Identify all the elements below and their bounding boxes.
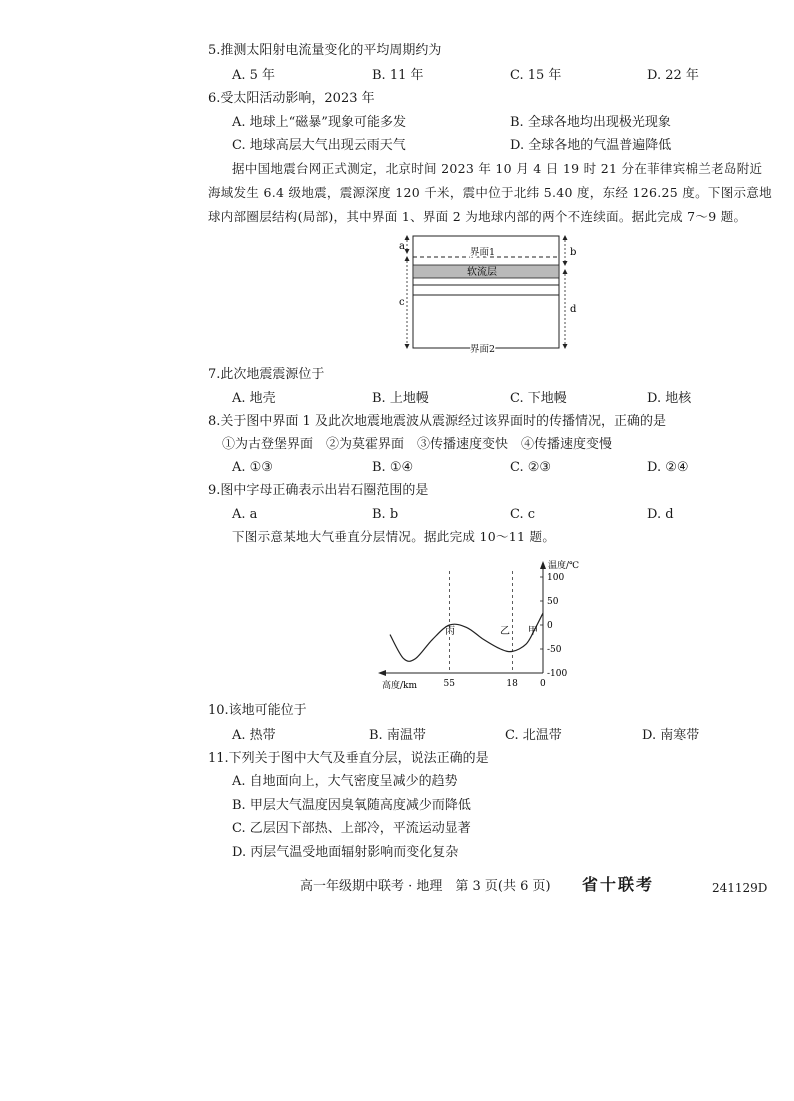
x-axis-arrow <box>378 670 386 676</box>
q5-stem: 5.推测太阳射电流量变化的平均周期约为 <box>208 43 442 58</box>
q7-option-a[interactable]: A. 地壳 <box>232 391 276 406</box>
label-a: a <box>399 241 405 252</box>
x-tick-label: 55 <box>443 679 455 689</box>
q11-stem: 11.下列关于图中大气及垂直分层，说法正确的是 <box>208 751 489 766</box>
q10-option-c[interactable]: C. 北温带 <box>505 728 562 743</box>
q7-option-d[interactable]: D. 地核 <box>647 391 692 406</box>
layer-label-bing: 丙 <box>445 626 455 637</box>
q8-option-a[interactable]: A. ①③ <box>232 460 273 475</box>
q8-stem: 8.关于图中界面 1 及此次地震地震波从震源经过该界面时的传播情况，正确的是 <box>208 414 666 429</box>
q5-option-b[interactable]: B. 11 年 <box>372 68 424 83</box>
y-tick-label: -100 <box>547 669 568 679</box>
q8-option-c[interactable]: C. ②③ <box>510 460 552 475</box>
label-b: b <box>570 247 577 258</box>
x-tick-label: 0 <box>540 679 546 689</box>
earth-interior-diagram <box>395 230 580 358</box>
q6-option-b[interactable]: B. 全球各地均出现极光现象 <box>510 115 671 130</box>
q10-option-a[interactable]: A. 热带 <box>232 728 276 743</box>
layer-label-jia: 甲 <box>528 626 538 637</box>
y-axis-arrow <box>540 561 546 569</box>
q7-option-b[interactable]: B. 上地幔 <box>372 391 429 406</box>
passage1-line3: 球内部圈层结构(局部)，其中界面 1、界面 2 为地球内部的两个不连续面。据此完成 7～9 题。 <box>208 209 747 224</box>
interface2-label: 界面2 <box>470 344 496 355</box>
footer-code: 241129D <box>712 881 768 895</box>
q11-option-a[interactable]: A. 自地面向上，大气密度呈减少的趋势 <box>232 774 458 789</box>
q7-option-c[interactable]: C. 下地幔 <box>510 391 567 406</box>
passage2-line1: 下图示意某地大气垂直分层情况。据此完成 10～11 题。 <box>232 529 556 544</box>
q10-option-d[interactable]: D. 南寒带 <box>642 728 700 743</box>
q11-option-d[interactable]: D. 丙层气温受地面辐射影响而变化复杂 <box>232 845 459 860</box>
y-axis-label: 温度/℃ <box>548 561 580 571</box>
q6-option-c[interactable]: C. 地球高层大气出现云雨天气 <box>232 138 406 153</box>
x-axis-label: 高度/km <box>382 681 418 691</box>
y-tick-label: -50 <box>547 645 562 655</box>
q9-option-d[interactable]: D. d <box>647 507 674 522</box>
q9-option-c[interactable]: C. c <box>510 507 536 522</box>
q10-stem: 10.该地可能位于 <box>208 703 307 718</box>
passage1-line2: 海域发生 6.4 级地震，震源深度 120 千米，震中位于北纬 5.40 度，东经 126.25 度。下图示意地 <box>208 185 772 200</box>
q5-option-a[interactable]: A. 5 年 <box>232 68 276 83</box>
q9-stem: 9.图中字母正确表示出岩石圈范围的是 <box>208 483 429 498</box>
y-tick-label: 0 <box>547 621 553 631</box>
q11-option-b[interactable]: B. 甲层大气温度因臭氧随高度减少而降低 <box>232 798 471 813</box>
q5-option-d[interactable]: D. 22 年 <box>647 68 699 83</box>
footer-course: 高一年级期中联考 · 地理 第 3 页(共 6 页) <box>300 879 551 894</box>
q6-stem: 6.受太阳活动影响，2023 年 <box>208 91 375 106</box>
temperature-curve <box>390 613 543 661</box>
q8-option-b[interactable]: B. ①④ <box>372 460 414 475</box>
asthenosphere-label: 软流层 <box>467 267 497 278</box>
q9-option-b[interactable]: B. b <box>372 507 399 522</box>
y-tick-label: 50 <box>547 597 559 607</box>
q7-stem: 7.此次地震震源位于 <box>208 367 325 382</box>
q5-option-c[interactable]: C. 15 年 <box>510 68 562 83</box>
footer-brand: 省十联考 <box>582 875 655 894</box>
q8-option-d[interactable]: D. ②④ <box>647 460 689 475</box>
y-tick-label: 100 <box>547 573 565 583</box>
passage1-line1: 据中国地震台网正式测定，北京时间 2023 年 10 月 4 日 19 时 21 分在菲律宾棉兰老岛附近 <box>232 161 763 176</box>
q11-option-c[interactable]: C. 乙层因下部热、上部冷，平流运动显著 <box>232 821 471 836</box>
atmosphere-temperature-chart <box>372 557 597 694</box>
q8-statements: ①为古登堡界面 ②为莫霍界面 ③传播速度变快 ④传播速度变慢 <box>222 437 613 452</box>
q6-option-d[interactable]: D. 全球各地的气温普遍降低 <box>510 138 672 153</box>
x-tick-label: 18 <box>506 679 518 689</box>
layer-label-yi: 乙 <box>500 626 510 637</box>
q9-option-a[interactable]: A. a <box>232 507 258 522</box>
label-c: c <box>399 297 405 308</box>
q10-option-b[interactable]: B. 南温带 <box>369 728 426 743</box>
label-d: d <box>570 304 577 315</box>
q6-option-a[interactable]: A. 地球上“磁暴”现象可能多发 <box>232 115 406 130</box>
interface1-label: 界面1 <box>470 247 496 258</box>
